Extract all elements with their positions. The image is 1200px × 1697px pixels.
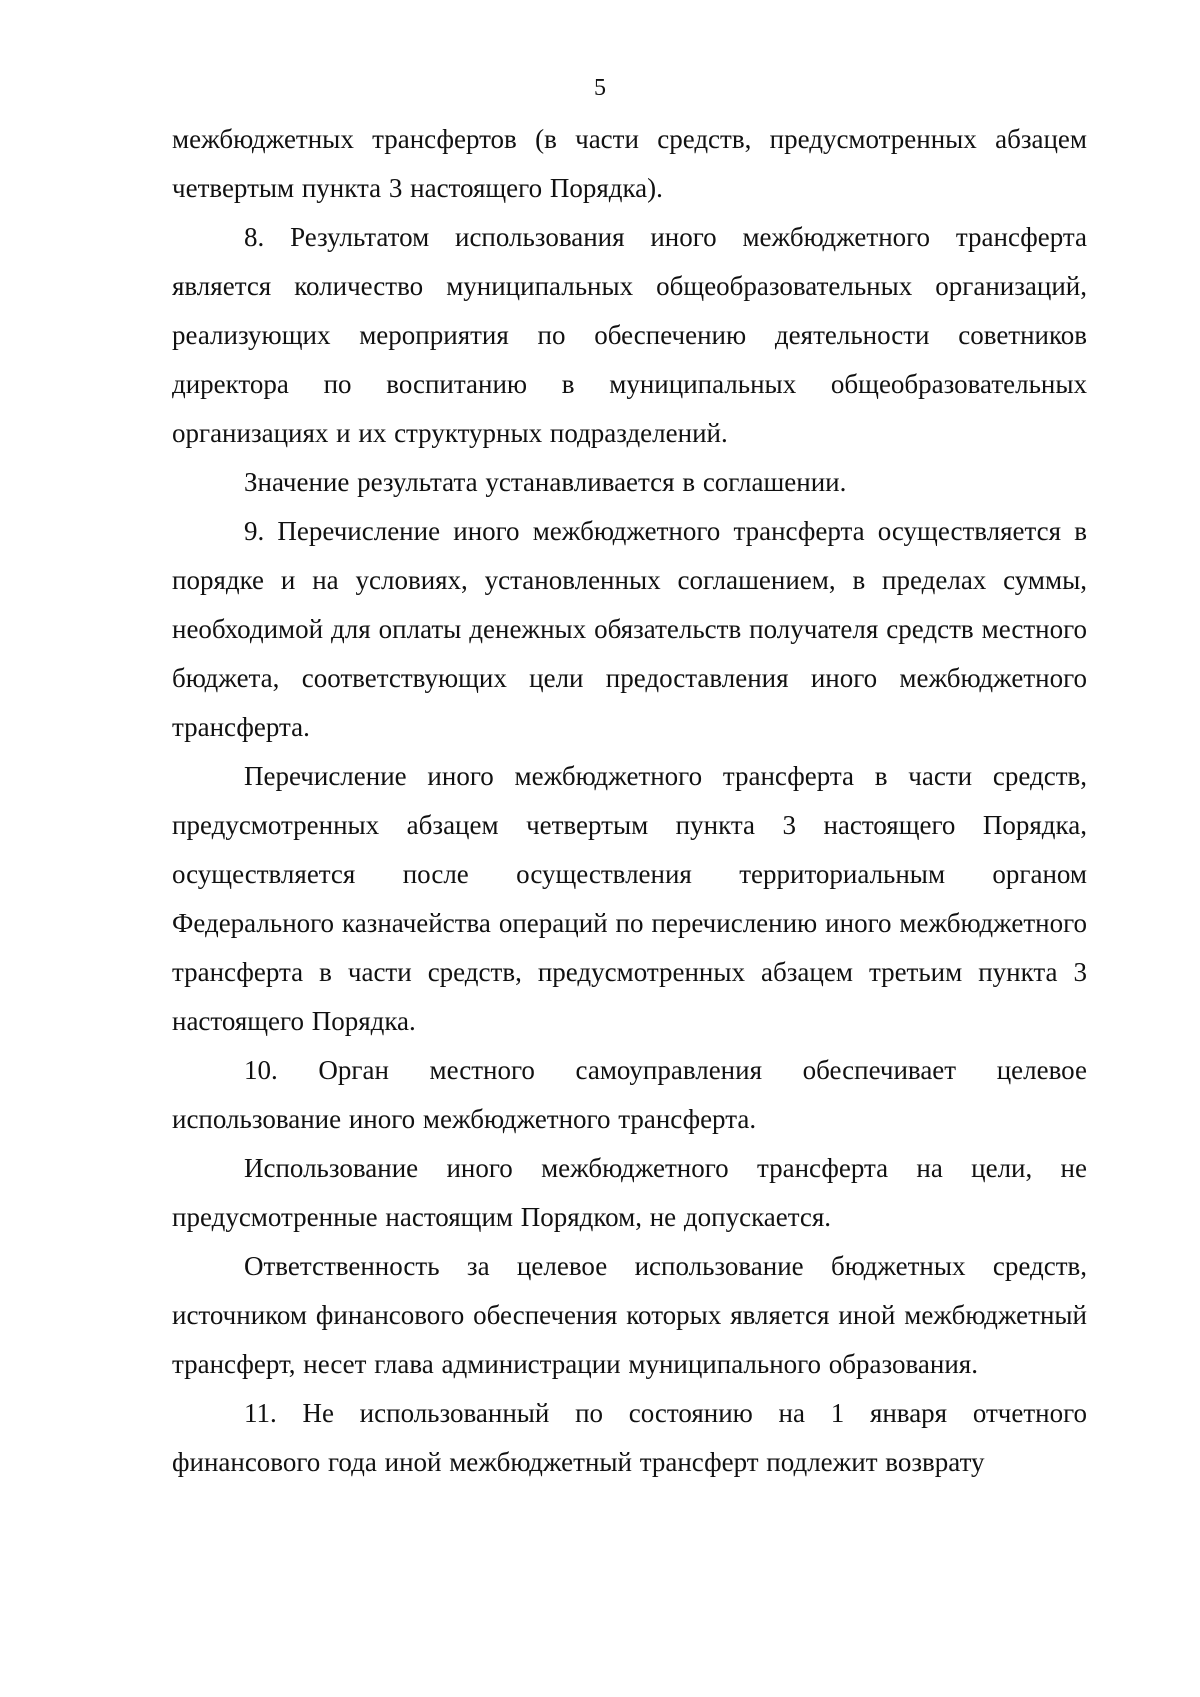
paragraph-item-8: 8. Результатом использования иного межбюджетного трансферта является количество муниципальных общеобразовательных организаций, реализующих мероприятия по обеспечению деятельности советников директора по воспитанию в муниципальных общеобразовательных организациях и их структурных подразделений. xyxy=(172,222,1087,448)
paragraph-item-11: 11. Не использованный по состоянию на 1 января отчетного финансового года иной межбюджетный трансферт подлежит возврату xyxy=(172,1398,1087,1477)
paragraph-transfer-order: Перечисление иного межбюджетного трансферта в части средств, предусмотренных абзацем четвертым пункта 3 настоящего Порядка, осуществляется после осуществления территориальным органом Федерального казначейства операций по перечислению иного межбюджетного трансферта в части средств, предусмотренных абзацем третьим пункта 3 настоящего Порядка. xyxy=(172,761,1087,1036)
paragraph-responsibility: Ответственность за целевое использование бюджетных средств, источником финансового обеспечения которых является иной межбюджетный трансферт, несет глава администрации муниципального образования. xyxy=(172,1251,1087,1379)
paragraph-continuation: межбюджетных трансфертов (в части средств, предусмотренных абзацем четвертым пункта 3 настоящего Порядка). xyxy=(172,124,1087,203)
page-number: 5 xyxy=(594,75,606,101)
paragraph-item-10: 10. Орган местного самоуправления обеспечивает целевое использование иного межбюджетного трансферта. xyxy=(172,1055,1087,1134)
document-body xyxy=(172,115,1087,1487)
paragraph-item-9: 9. Перечисление иного межбюджетного трансферта осуществляется в порядке и на условиях, установленных соглашением, в пределах суммы, необходимой для оплаты денежных обязательств получателя средств местного бюджета, соответствующих цели предоставления иного межбюджетного трансферта. xyxy=(172,516,1087,742)
paragraph-usage-restriction: Использование иного межбюджетного трансферта на цели, не предусмотренные настоящим Порядком, не допускается. xyxy=(172,1153,1087,1232)
paragraph-result-value: Значение результата устанавливается в соглашении. xyxy=(244,467,847,497)
